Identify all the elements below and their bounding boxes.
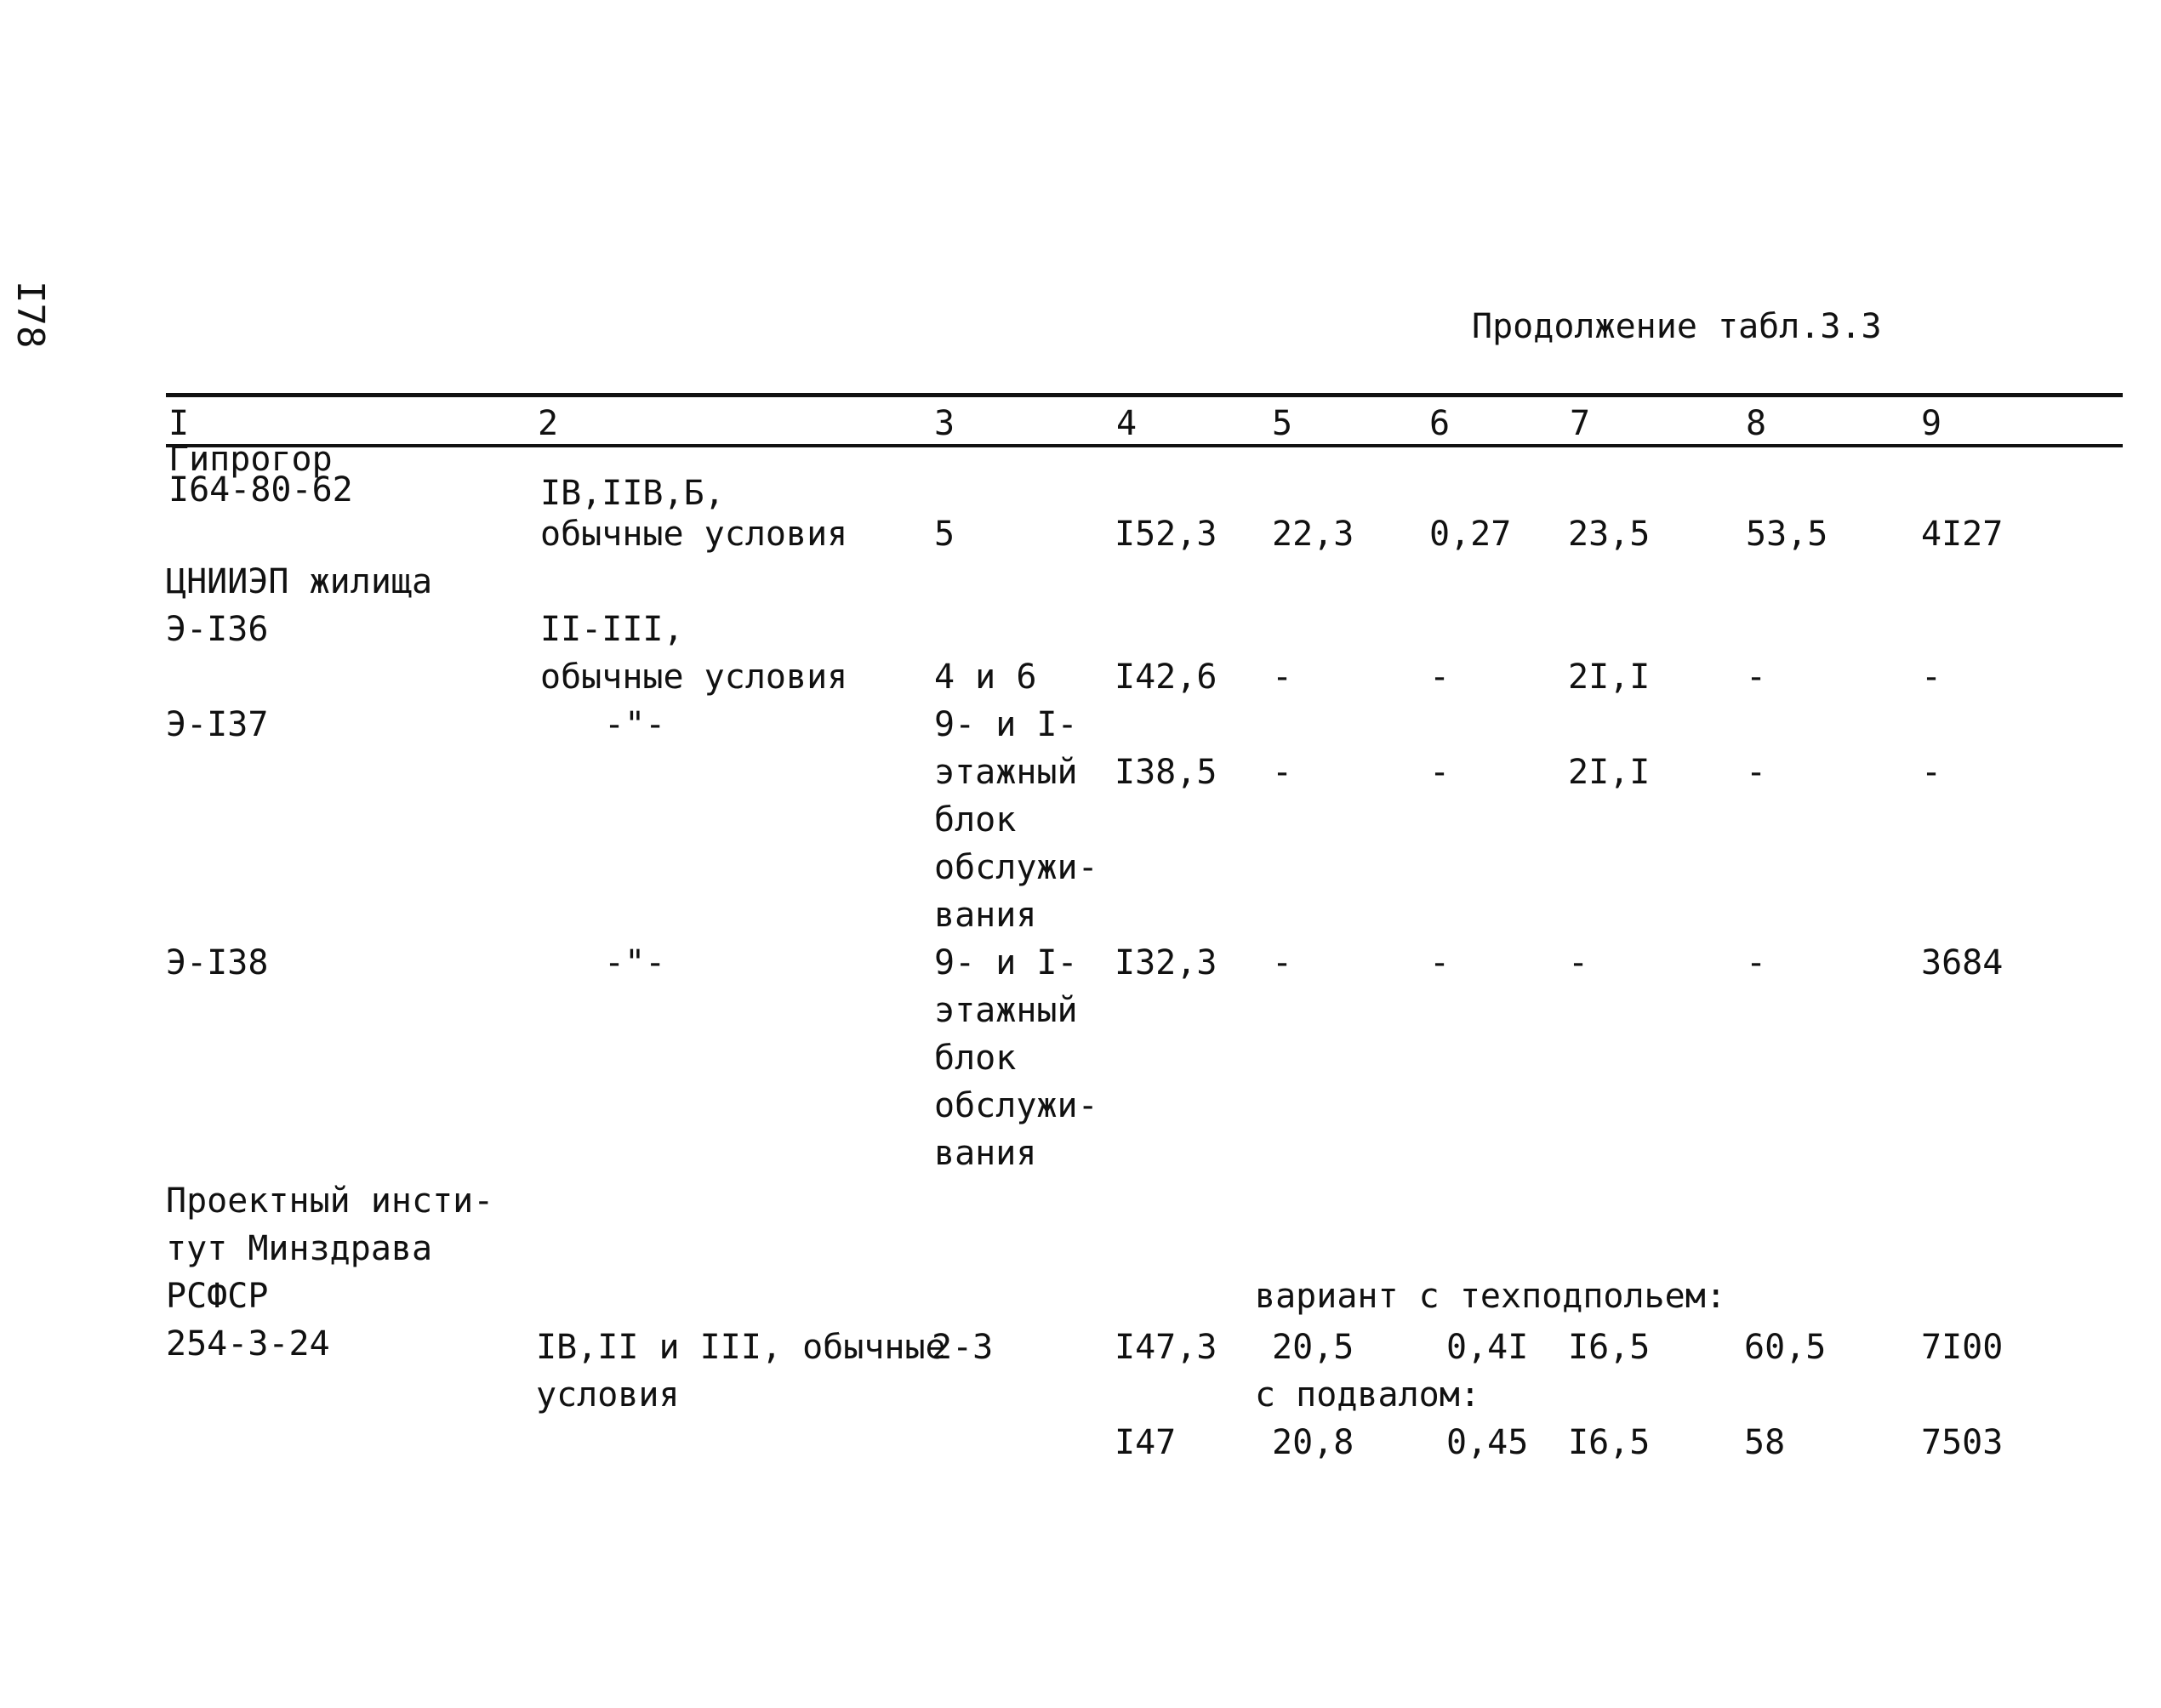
cell-col3-line: 9- и I- [934,943,1078,982]
table-caption: Продолжение табл.3.3 [1472,307,1882,346]
org-name: Гипрогор [168,440,333,479]
cell-col7: 2I,I [1568,658,1651,697]
cell-col6: - [1429,943,1451,982]
cell-col4: I38,5 [1115,753,1217,792]
cell-col9: - [1921,753,1942,792]
cell-col5: - [1272,943,1293,982]
cell-col3-line: обслужи- [934,848,1098,887]
cell-col8: 58 [1744,1423,1786,1462]
cell-col6: 0,4I [1446,1328,1529,1367]
climate-zone: IB,II и III, обычные [536,1328,946,1367]
cell-col5: 20,5 [1272,1328,1354,1367]
cell-col3-line: этажный [934,753,1078,792]
cell-col5: - [1272,753,1293,792]
page-number: I78 [9,281,52,349]
table-top-rule [166,393,2123,397]
col-header-3: 3 [934,404,955,443]
cell-col9: 3684 [1921,943,2004,982]
cell-col8: 53,5 [1746,515,1828,554]
cell-col3: 4 и 6 [934,658,1037,697]
cell-col5: - [1272,658,1293,697]
col-header-6: 6 [1429,404,1451,443]
col-header-2: 2 [538,404,559,443]
variant-label-basement: с подвалом: [1255,1375,1480,1415]
cell-col6: 0,45 [1446,1423,1529,1462]
cell-col8: - [1746,658,1767,697]
cell-col4: I47 [1115,1423,1177,1462]
cell-col3-line: обслужи- [934,1086,1098,1125]
cell-col5: 20,8 [1272,1423,1354,1462]
cell-col3-line: блок [934,800,1017,840]
cell-col6: - [1429,658,1451,697]
project-code: I64-80-62 [168,470,353,510]
cell-col8: - [1746,943,1767,982]
cell-col8: - [1746,753,1767,792]
cell-col3-line: блок [934,1039,1017,1078]
cell-col3-line: 9- и I- [934,705,1078,744]
org-name-line: Проектный инсти- [166,1181,494,1221]
cell-col9: - [1921,658,1942,697]
cell-col8: 60,5 [1744,1328,1827,1367]
cell-col3: 5 [934,515,955,554]
cell-col5: 22,3 [1272,515,1354,554]
ditto-mark: -"- [604,705,666,744]
conditions: обычные условия [540,658,848,697]
cell-col6: - [1429,753,1451,792]
cell-col3-line: этажный [934,991,1078,1030]
org-name-line: РСФСР [166,1277,269,1316]
cell-col3: 2-3 [932,1328,994,1367]
cell-col6: 0,27 [1429,515,1512,554]
header-bottom-rule [166,444,2123,447]
variant-label-techunderground: вариант с техподпольем: [1255,1277,1726,1316]
cell-col9: 4I27 [1921,515,2004,554]
project-code: Э-I37 [166,705,269,744]
col-header-9: 9 [1921,404,1942,443]
org-name: ЦНИИЭП жилища [166,562,433,601]
cell-col9: 7I00 [1921,1328,2004,1367]
col-header-1: I [168,404,190,443]
project-code: Э-I36 [166,610,269,649]
cell-col3-line: вания [934,896,1037,935]
cell-col4: I32,3 [1115,943,1217,982]
col-header-7: 7 [1570,404,1591,443]
conditions: условия [536,1375,680,1415]
climate-zone: IB,IIB,Б, [540,474,725,513]
col-header-5: 5 [1272,404,1293,443]
cell-col7: - [1568,943,1589,982]
cell-col4: I52,3 [1115,515,1217,554]
org-name-line: тут Минздрава [166,1229,433,1268]
ditto-mark: -"- [604,943,666,982]
cell-col7: 23,5 [1568,515,1651,554]
cell-col7: I6,5 [1568,1328,1651,1367]
cell-col4: I47,3 [1115,1328,1217,1367]
cell-col3-line: вания [934,1134,1037,1173]
cell-col7: 2I,I [1568,753,1651,792]
conditions: обычные условия [540,515,848,554]
climate-zone: II-III, [540,610,684,649]
col-header-8: 8 [1746,404,1767,443]
cell-col7: I6,5 [1568,1423,1651,1462]
cell-col9: 7503 [1921,1423,2004,1462]
cell-col4: I42,6 [1115,658,1217,697]
project-code: Э-I38 [166,943,269,982]
col-header-4: 4 [1116,404,1138,443]
project-code: 254-3-24 [166,1324,330,1364]
